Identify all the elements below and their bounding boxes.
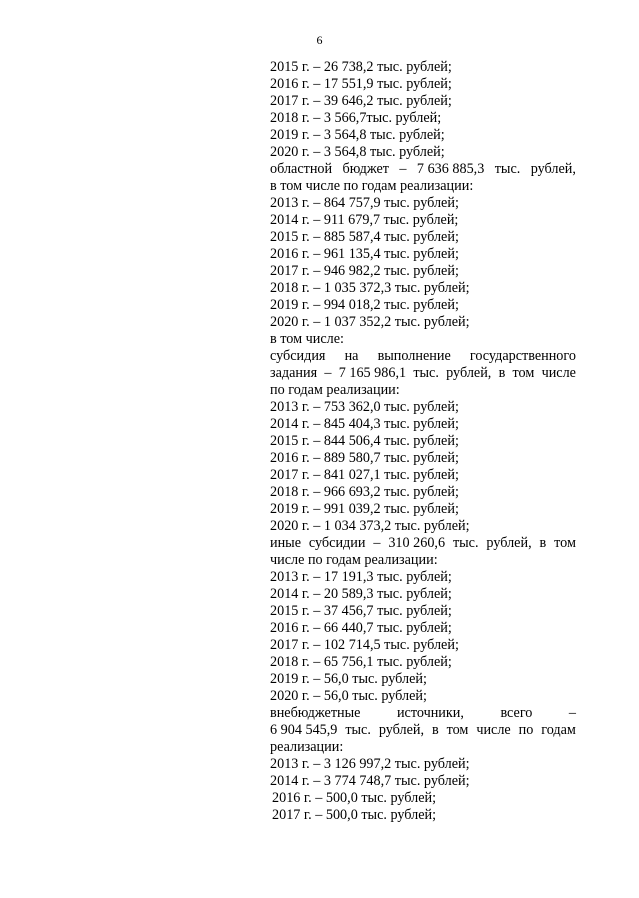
text-line: числе по годам реализации:: [270, 552, 438, 568]
text-line: 2014 г. – 3 774 748,7 тыс. рублей;: [270, 773, 470, 789]
word: в: [539, 535, 547, 551]
word: рублей,: [446, 365, 492, 381]
word: бюджет: [342, 161, 389, 177]
extra-budget-heading: [270, 705, 576, 722]
text-line: 2018 г. – 65 756,1 тыс. рублей;: [270, 654, 452, 670]
word: 7 636 885,3: [416, 161, 485, 177]
word: –: [568, 705, 576, 721]
word: годам: [541, 722, 576, 738]
word: 310 260,6: [388, 535, 446, 551]
text-line: 2017 г. – 39 646,2 тыс. рублей;: [270, 93, 452, 109]
text-line: в том числе:: [270, 331, 344, 347]
text-line: 2013 г. – 17 191,3 тыс. рублей;: [270, 569, 452, 585]
regional-budget-heading: [270, 161, 576, 178]
word: том: [446, 722, 469, 738]
word: источники,: [396, 705, 464, 721]
text-line: в том числе по годам реализации:: [270, 178, 474, 194]
text-line: 2017 г. – 946 982,2 тыс. рублей;: [270, 263, 459, 279]
word: тыс.: [345, 722, 371, 738]
word: на: [344, 348, 359, 364]
word: иные: [270, 535, 302, 551]
word: числе: [476, 722, 511, 738]
word: всего: [500, 705, 533, 721]
text-line: 2013 г. – 864 757,9 тыс. рублей;: [270, 195, 459, 211]
text-line: 2020 г. – 1 034 373,2 тыс. рублей;: [270, 518, 470, 534]
text-line: 2019 г. – 3 564,8 тыс. рублей;: [270, 127, 445, 143]
text-line: 2017 г. – 841 027,1 тыс. рублей;: [270, 467, 459, 483]
other-subsidies-heading: [270, 535, 576, 552]
text-line: реализации:: [270, 739, 344, 755]
text-line: 2020 г. – 56,0 тыс. рублей;: [270, 688, 427, 704]
word: субсидии: [308, 535, 366, 551]
word: –: [399, 161, 407, 177]
word: выполнение: [377, 348, 451, 364]
word: рублей,: [486, 535, 532, 551]
document-body: [270, 59, 576, 824]
text-line: по годам реализации:: [270, 382, 400, 398]
word: –: [373, 535, 381, 551]
text-line: 2015 г. – 844 506,4 тыс. рублей;: [270, 433, 459, 449]
text-line: 2016 г. – 500,0 тыс. рублей;: [272, 790, 437, 806]
word: в: [498, 365, 506, 381]
text-line: 2014 г. – 20 589,3 тыс. рублей;: [270, 586, 452, 602]
text-line: 2017 г. – 102 714,5 тыс. рублей;: [270, 637, 459, 653]
word: областной: [270, 161, 333, 177]
text-line: 2018 г. – 1 035 372,3 тыс. рублей;: [270, 280, 470, 296]
text-line: 2016 г. – 961 135,4 тыс. рублей;: [270, 246, 459, 262]
word: рублей,: [530, 161, 576, 177]
text-line: 2013 г. – 3 126 997,2 тыс. рублей;: [270, 756, 470, 772]
text-line: 2014 г. – 911 679,7 тыс. рублей;: [270, 212, 459, 228]
word: том: [554, 535, 576, 551]
text-line: 2015 г. – 37 456,7 тыс. рублей;: [270, 603, 452, 619]
text-line: 2015 г. – 26 738,2 тыс. рублей;: [270, 59, 452, 75]
text-line: 2015 г. – 885 587,4 тыс. рублей;: [270, 229, 459, 245]
word: государственного: [469, 348, 576, 364]
word: –: [324, 365, 332, 381]
text-line: 2013 г. – 753 362,0 тыс. рублей;: [270, 399, 459, 415]
word: числе: [541, 365, 576, 381]
text-line: 2019 г. – 56,0 тыс. рублей;: [270, 671, 427, 687]
text-line: 2019 г. – 994 018,2 тыс. рублей;: [270, 297, 459, 313]
word: субсидия: [270, 348, 326, 364]
text-line: 2020 г. – 3 564,8 тыс. рублей;: [270, 144, 445, 160]
word: тыс.: [413, 365, 439, 381]
word: рублей,: [378, 722, 425, 738]
text-line: 2020 г. – 1 037 352,2 тыс. рублей;: [270, 314, 470, 330]
text-line: 2014 г. – 845 404,3 тыс. рублей;: [270, 416, 459, 432]
word: 6 904 545,9: [270, 722, 338, 738]
subsidy-heading: [270, 348, 576, 365]
word: задания: [270, 365, 318, 381]
word: в: [431, 722, 439, 738]
text-line: 2018 г. – 966 693,2 тыс. рублей;: [270, 484, 459, 500]
subsidy-heading-2: [270, 365, 576, 382]
text-line: 2019 г. – 991 039,2 тыс. рублей;: [270, 501, 459, 517]
text-line: 2016 г. – 66 440,7 тыс. рублей;: [270, 620, 452, 636]
word: по: [518, 722, 534, 738]
word: тыс.: [494, 161, 521, 177]
word: 7 165 986,1: [338, 365, 407, 381]
word: том: [512, 365, 535, 381]
word: тыс.: [452, 535, 479, 551]
extra-budget-heading-2: [270, 722, 576, 739]
page-number: 6: [316, 33, 323, 47]
word: внебюджетные: [270, 705, 361, 721]
text-line: 2017 г. – 500,0 тыс. рублей;: [272, 807, 437, 823]
text-line: 2016 г. – 889 580,7 тыс. рублей;: [270, 450, 459, 466]
text-line: 2016 г. – 17 551,9 тыс. рублей;: [270, 76, 452, 92]
text-line: 2018 г. – 3 566,7тыс. рублей;: [270, 110, 442, 126]
